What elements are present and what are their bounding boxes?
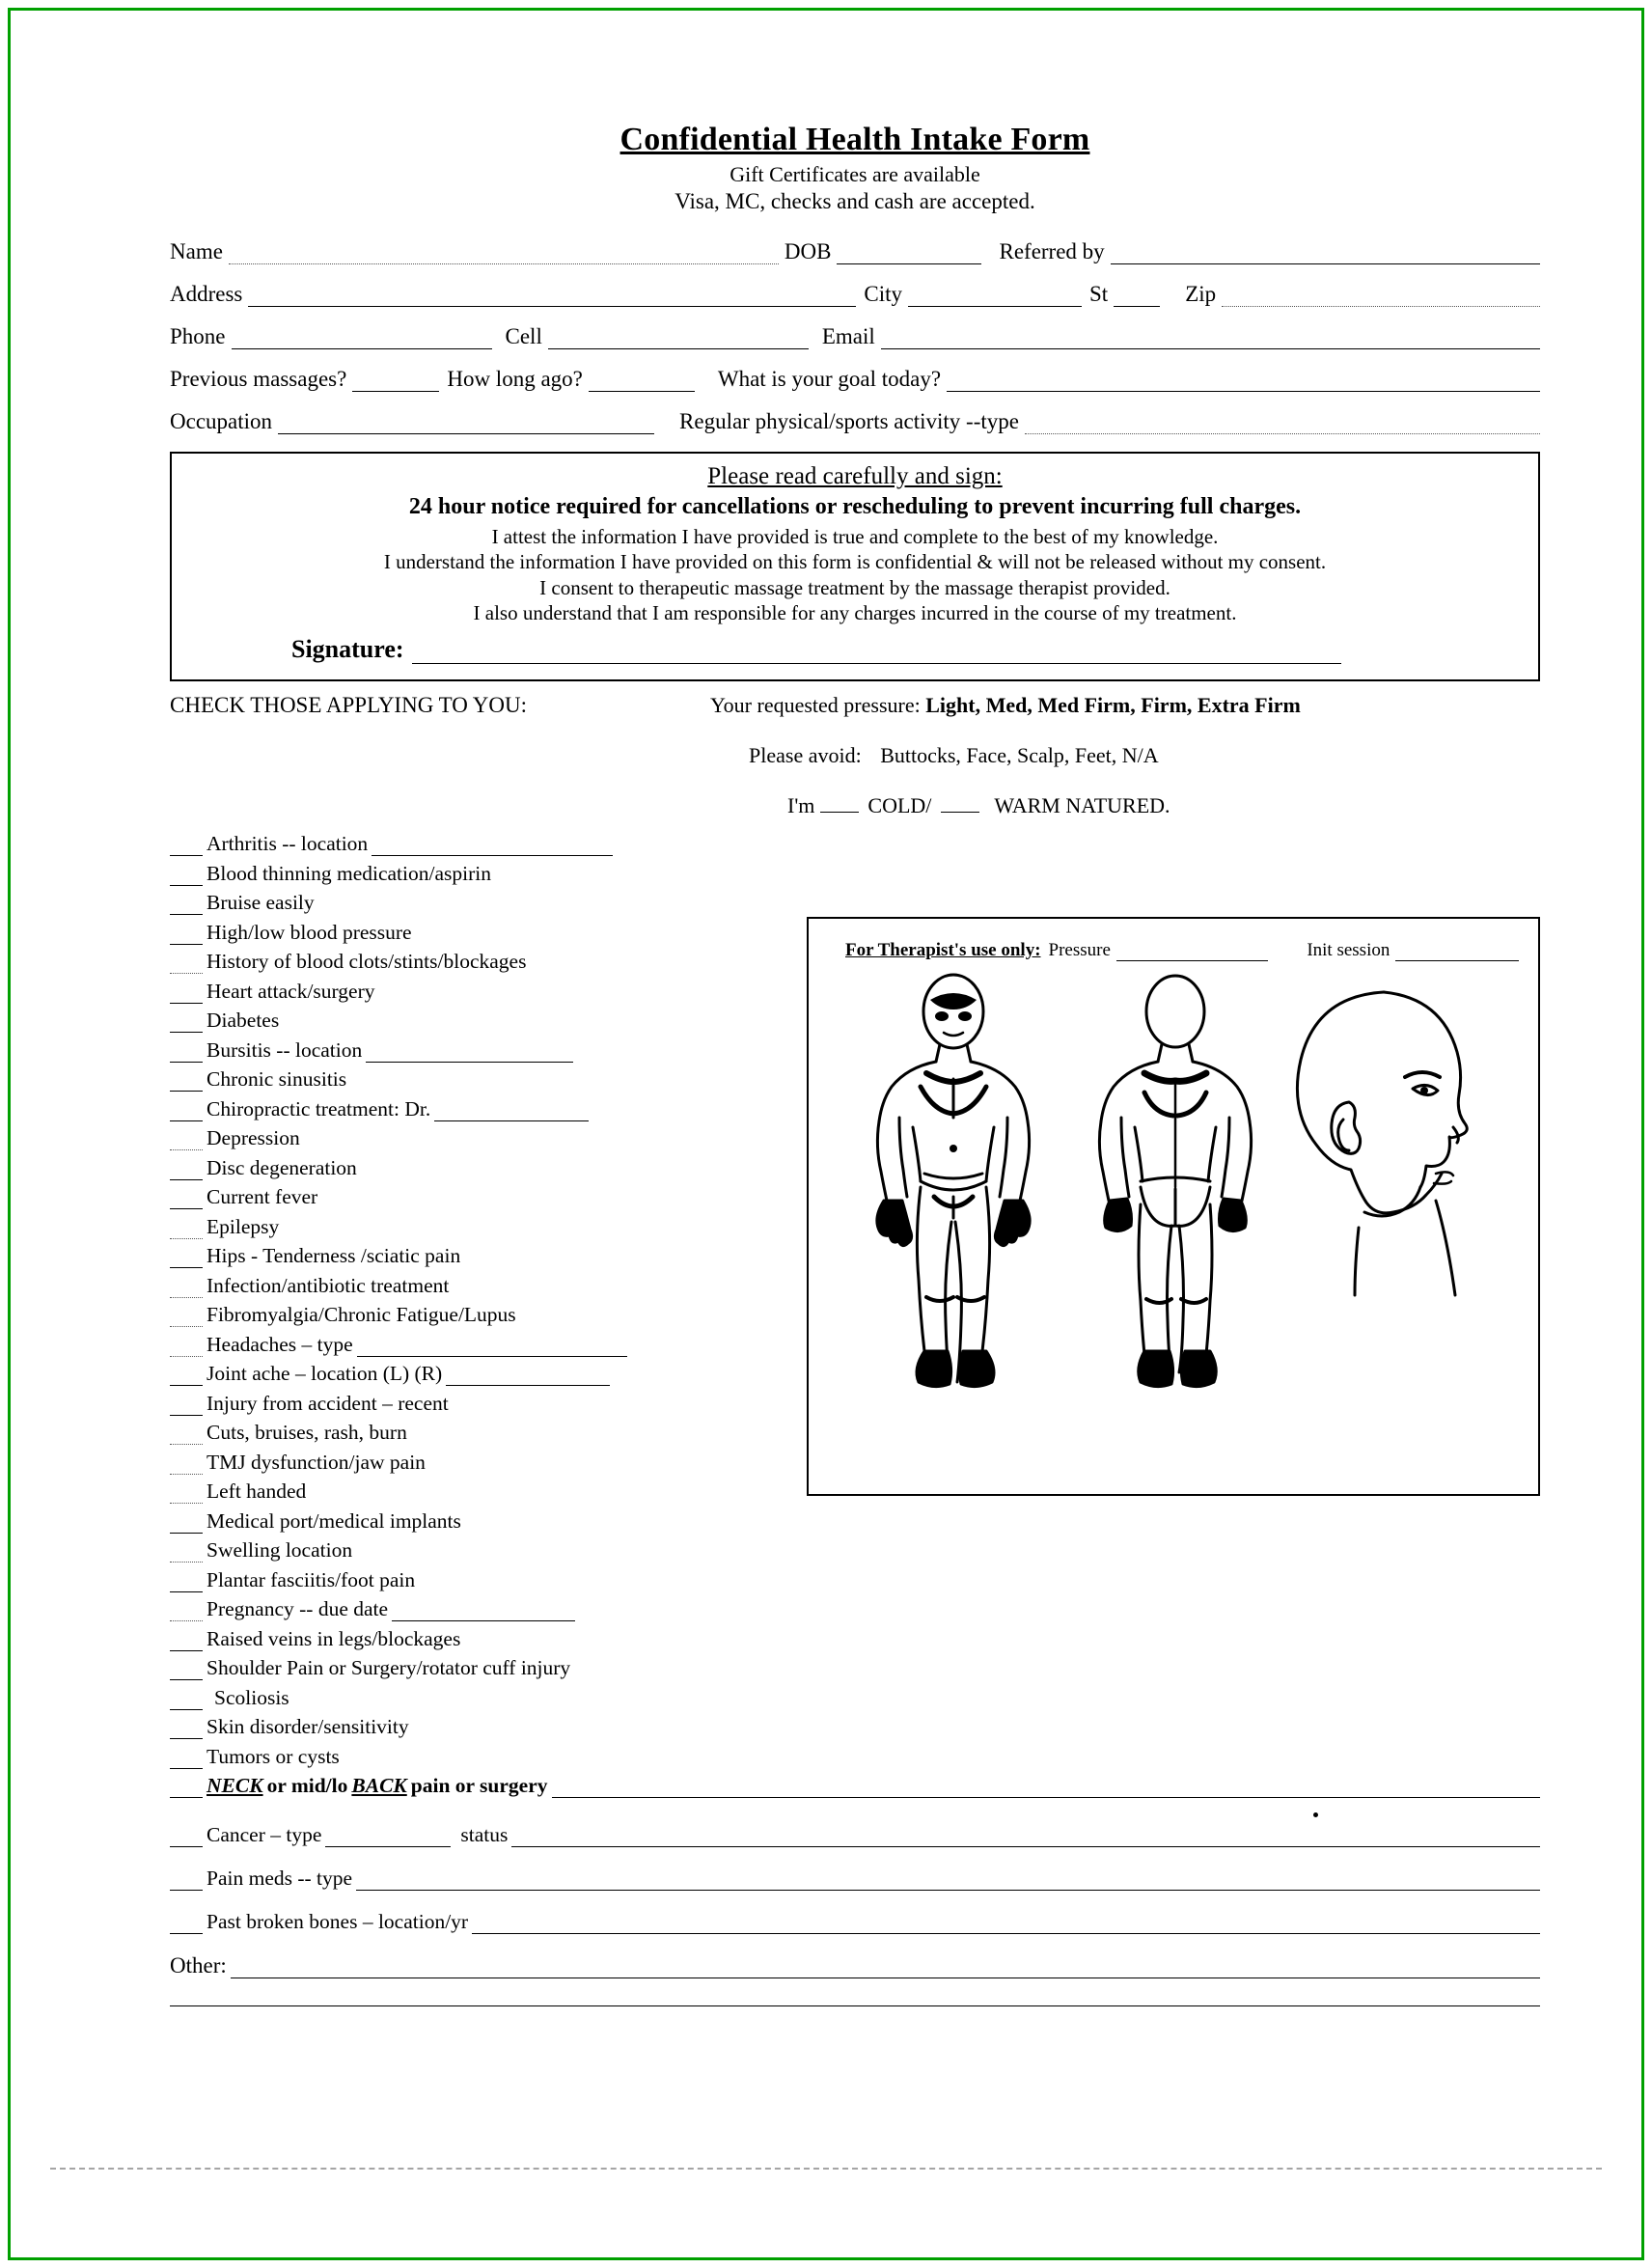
dob-input[interactable] bbox=[837, 242, 981, 264]
requested-pressure-row bbox=[710, 693, 1301, 718]
conditions-list bbox=[170, 832, 787, 1769]
condition-row[interactable] bbox=[170, 1362, 787, 1386]
cancellation-policy: 24 hour notice required for cancellations or rescheduling to prevent incurring full charges. bbox=[408, 494, 1302, 519]
cancer-row bbox=[170, 1823, 1540, 1847]
condition-label: Tumors or cysts bbox=[206, 1744, 340, 1768]
condition-checkbox[interactable] bbox=[170, 1605, 203, 1621]
im-label: I'm bbox=[787, 793, 815, 817]
cancer-status-input[interactable] bbox=[511, 1829, 1540, 1847]
condition-checkbox[interactable] bbox=[170, 957, 203, 974]
condition-row[interactable] bbox=[170, 1038, 787, 1063]
cell-label: Cell bbox=[505, 324, 542, 348]
condition-row[interactable] bbox=[170, 1215, 787, 1239]
condition-row[interactable] bbox=[170, 1451, 787, 1475]
condition-checkbox[interactable] bbox=[170, 1193, 203, 1209]
state-label: St bbox=[1089, 282, 1109, 306]
condition-checkbox[interactable] bbox=[170, 1664, 203, 1680]
condition-fill[interactable] bbox=[372, 838, 613, 856]
condition-row[interactable] bbox=[170, 1156, 787, 1180]
pain-meds-checkbox[interactable] bbox=[170, 1874, 203, 1891]
condition-row[interactable] bbox=[170, 1538, 787, 1563]
condition-label: Current fever bbox=[206, 1185, 318, 1208]
condition-label: High/low blood pressure bbox=[206, 920, 412, 944]
condition-fill[interactable] bbox=[446, 1368, 610, 1386]
condition-label: Left handed bbox=[206, 1480, 307, 1503]
condition-label: Epilepsy bbox=[206, 1214, 280, 1238]
condition-label: Skin disorder/sensitivity bbox=[206, 1715, 409, 1738]
requested-pressure-label: Your requested pressure: bbox=[710, 693, 921, 717]
condition-label: Arthritis -- location bbox=[206, 832, 369, 855]
body-figures[interactable] bbox=[809, 965, 1538, 1490]
condition-row[interactable] bbox=[170, 980, 787, 1004]
pain-meds-input[interactable] bbox=[356, 1872, 1540, 1891]
condition-label: Blood thinning medication/aspirin bbox=[206, 861, 491, 885]
condition-label: TMJ dysfunction/jaw pain bbox=[206, 1450, 426, 1474]
how-long-ago-input[interactable] bbox=[589, 370, 695, 392]
consent-box bbox=[170, 452, 1540, 681]
condition-checkbox[interactable] bbox=[170, 1458, 203, 1475]
condition-row[interactable] bbox=[170, 1745, 787, 1769]
condition-row[interactable] bbox=[170, 1686, 787, 1710]
condition-label: Shoulder Pain or Surgery/rotator cuff injury bbox=[206, 1656, 571, 1679]
condition-checkbox[interactable] bbox=[170, 1576, 203, 1592]
email-label: Email bbox=[821, 324, 875, 348]
condition-row[interactable] bbox=[170, 891, 787, 915]
cancer-status-label: status bbox=[460, 1823, 509, 1846]
broken-bones-checkbox[interactable] bbox=[170, 1918, 203, 1934]
gift-certificates-note: Gift Certificates are available bbox=[730, 162, 980, 186]
consent-line-2: I understand the information I have provided on this form is confidential & will not be released without my consent. bbox=[383, 550, 1327, 574]
condition-checkbox[interactable] bbox=[170, 1016, 203, 1033]
form-sheet bbox=[25, 25, 1627, 2243]
condition-label: Chronic sinusitis bbox=[206, 1067, 347, 1091]
email-input[interactable] bbox=[881, 327, 1540, 349]
condition-label: Scoliosis bbox=[214, 1685, 289, 1709]
condition-checkbox[interactable] bbox=[170, 1046, 203, 1063]
condition-row[interactable] bbox=[170, 1126, 787, 1150]
neck-back-input[interactable] bbox=[552, 1780, 1540, 1798]
condition-row[interactable] bbox=[170, 1067, 787, 1092]
condition-checkbox[interactable] bbox=[170, 1341, 203, 1357]
row-name-dob-referred bbox=[170, 239, 1540, 264]
condition-row[interactable] bbox=[170, 1568, 787, 1592]
please-avoid-row bbox=[749, 743, 1540, 768]
condition-checkbox[interactable] bbox=[170, 1753, 203, 1769]
condition-row[interactable] bbox=[170, 1597, 787, 1621]
condition-label: Joint ache – location (L) (R) bbox=[206, 1362, 443, 1385]
row-address-city-state-zip bbox=[170, 282, 1540, 307]
condition-checkbox[interactable] bbox=[170, 1164, 203, 1180]
condition-label: Swelling location bbox=[206, 1538, 353, 1562]
row-massage-history bbox=[170, 367, 1540, 392]
condition-fill[interactable] bbox=[357, 1339, 627, 1357]
cancer-label: Cancer – type bbox=[206, 1823, 322, 1846]
condition-row[interactable] bbox=[170, 1480, 787, 1504]
condition-row[interactable] bbox=[170, 832, 787, 856]
stray-mark bbox=[1313, 1812, 1318, 1817]
condition-label: Infection/antibiotic treatment bbox=[206, 1273, 450, 1297]
condition-row[interactable] bbox=[170, 1392, 787, 1416]
broken-bones-input[interactable] bbox=[472, 1916, 1540, 1934]
cold-checkbox[interactable] bbox=[820, 794, 859, 813]
consent-line-1: I attest the information I have provided is true and complete to the best of my knowledge. bbox=[491, 525, 1219, 548]
pressure-label: Pressure bbox=[1048, 940, 1111, 960]
condition-label: Bruise easily bbox=[206, 891, 315, 914]
condition-row[interactable] bbox=[170, 1185, 787, 1209]
cancer-type-input[interactable] bbox=[325, 1825, 451, 1847]
pain-meds-label: Pain meds -- type bbox=[206, 1867, 353, 1890]
temperature-nature-row bbox=[787, 793, 1540, 818]
referred-by-input[interactable] bbox=[1111, 242, 1540, 264]
pressure-input[interactable] bbox=[1116, 945, 1268, 961]
condition-label: Hips - Tenderness /sciatic pain bbox=[206, 1244, 461, 1267]
init-session-input[interactable] bbox=[1395, 945, 1519, 961]
condition-label: Medical port/medical implants bbox=[206, 1508, 461, 1533]
signature-input[interactable] bbox=[412, 642, 1341, 664]
condition-checkbox[interactable] bbox=[170, 1428, 203, 1445]
condition-row[interactable] bbox=[170, 1303, 787, 1327]
condition-row[interactable] bbox=[170, 1244, 787, 1268]
condition-row[interactable] bbox=[170, 1656, 787, 1680]
activity-input[interactable] bbox=[1025, 412, 1540, 434]
condition-row[interactable] bbox=[170, 921, 787, 945]
city-label: City bbox=[864, 282, 903, 306]
personal-info-fields bbox=[170, 239, 1540, 434]
condition-checkbox[interactable] bbox=[170, 870, 203, 886]
condition-checkbox[interactable] bbox=[170, 928, 203, 945]
condition-row[interactable] bbox=[170, 1009, 787, 1033]
condition-checkbox[interactable] bbox=[170, 1546, 203, 1563]
conditions-and-diagram bbox=[170, 832, 1540, 1769]
front-body-figure bbox=[877, 975, 1030, 1387]
neck-label: NECK bbox=[206, 1774, 263, 1797]
condition-checkbox[interactable] bbox=[170, 1694, 203, 1710]
name-label: Name bbox=[170, 239, 223, 263]
broken-bones-label: Past broken bones – location/yr bbox=[206, 1910, 469, 1933]
condition-checkbox[interactable] bbox=[170, 1487, 203, 1504]
condition-row[interactable] bbox=[170, 1421, 787, 1445]
therapist-use-only-row bbox=[845, 940, 1519, 961]
address-label: Address bbox=[170, 282, 243, 306]
back-label: BACK bbox=[351, 1774, 407, 1797]
check-section-header bbox=[170, 693, 1540, 718]
consent-heading: Please read carefully and sign: bbox=[707, 463, 1003, 489]
phone-label: Phone bbox=[170, 324, 226, 348]
avoid-options[interactable]: Buttocks, Face, Scalp, Feet, N/A bbox=[880, 743, 1159, 767]
consent-line-3: I consent to therapeutic massage treatment by the massage therapist provided. bbox=[539, 575, 1170, 599]
condition-row[interactable] bbox=[170, 950, 787, 974]
previous-massages-label: Previous massages? bbox=[170, 367, 347, 391]
anatomy-figures-svg[interactable] bbox=[809, 965, 1542, 1486]
phone-input[interactable] bbox=[232, 327, 492, 349]
goal-today-input[interactable] bbox=[947, 370, 1540, 392]
row-phone-cell-email bbox=[170, 324, 1540, 349]
neck-back-suffix-label: pain or surgery bbox=[410, 1774, 548, 1797]
occupation-label: Occupation bbox=[170, 409, 273, 433]
condition-label: Cuts, bruises, rash, burn bbox=[206, 1421, 407, 1444]
condition-checkbox[interactable] bbox=[170, 1369, 203, 1386]
occupation-input[interactable] bbox=[278, 412, 654, 434]
condition-checkbox[interactable] bbox=[170, 1252, 203, 1268]
footer-divider bbox=[50, 2166, 1602, 2170]
referred-by-label: Referred by bbox=[999, 239, 1105, 263]
how-long-ago-label: How long ago? bbox=[447, 367, 583, 391]
condition-checkbox[interactable] bbox=[170, 1134, 203, 1150]
other-second-line[interactable] bbox=[170, 2004, 1540, 2006]
cell-input[interactable] bbox=[548, 327, 809, 349]
condition-checkbox[interactable] bbox=[170, 1635, 203, 1651]
activity-label: Regular physical/sports activity --type bbox=[679, 409, 1019, 433]
back-body-figure bbox=[1099, 976, 1251, 1387]
page-title: Confidential Health Intake Form bbox=[620, 122, 1090, 157]
condition-label: Plantar fasciitis/foot pain bbox=[206, 1567, 416, 1591]
condition-label: Depression bbox=[206, 1126, 300, 1149]
state-input[interactable] bbox=[1114, 285, 1160, 307]
pain-meds-row bbox=[170, 1867, 1540, 1891]
condition-label: Disc degeneration bbox=[206, 1155, 357, 1179]
other-row bbox=[170, 1953, 1540, 1978]
condition-label: Heart attack/surgery bbox=[206, 979, 375, 1003]
condition-fill[interactable] bbox=[392, 1603, 575, 1621]
zip-input[interactable] bbox=[1222, 285, 1540, 307]
pressure-options[interactable]: Light, Med, Med Firm, Firm, Extra Firm bbox=[925, 693, 1301, 717]
signature-label: Signature: bbox=[291, 635, 404, 663]
condition-fill[interactable] bbox=[434, 1103, 589, 1121]
goal-today-label: What is your goal today? bbox=[717, 367, 942, 391]
init-session-label: Init session bbox=[1307, 940, 1390, 960]
head-profile-figure bbox=[1297, 992, 1467, 1295]
row-occupation-activity bbox=[170, 409, 1540, 434]
cancer-checkbox[interactable] bbox=[170, 1831, 203, 1847]
previous-massages-input[interactable] bbox=[352, 370, 439, 392]
signature-row bbox=[185, 635, 1525, 664]
consent-line-4: I also understand that I am responsible for any charges incurred in the course of my treatment. bbox=[473, 600, 1237, 624]
condition-checkbox[interactable] bbox=[170, 1399, 203, 1416]
therapist-use-only-label: For Therapist's use only: bbox=[845, 940, 1041, 960]
condition-label: Raised veins in legs/blockages bbox=[206, 1626, 461, 1650]
body-diagram-box[interactable] bbox=[807, 917, 1540, 1496]
condition-label: Pregnancy -- due date bbox=[206, 1597, 389, 1620]
condition-checkbox[interactable] bbox=[170, 840, 203, 856]
warm-checkbox[interactable] bbox=[941, 794, 979, 813]
condition-label: Headaches – type bbox=[206, 1332, 353, 1356]
check-those-applying-label: CHECK THOSE APPLYING TO YOU: bbox=[170, 693, 527, 717]
condition-label: Chiropractic treatment: Dr. bbox=[206, 1096, 431, 1120]
condition-row[interactable] bbox=[170, 1509, 787, 1534]
please-avoid-label: Please avoid: bbox=[749, 743, 862, 767]
warm-label: WARM NATURED. bbox=[994, 793, 1170, 817]
condition-checkbox[interactable] bbox=[170, 1223, 203, 1239]
condition-row[interactable] bbox=[170, 1274, 787, 1298]
condition-checkbox[interactable] bbox=[170, 987, 203, 1004]
condition-checkbox[interactable] bbox=[170, 1075, 203, 1092]
other-label: Other: bbox=[170, 1953, 227, 1978]
condition-label: History of blood clots/stints/blockages bbox=[206, 950, 527, 973]
condition-label: Injury from accident – recent bbox=[206, 1391, 449, 1415]
condition-row[interactable] bbox=[170, 862, 787, 886]
condition-row[interactable] bbox=[170, 1715, 787, 1739]
condition-row[interactable] bbox=[170, 1097, 787, 1121]
broken-bones-row bbox=[170, 1910, 1540, 1934]
other-input[interactable] bbox=[231, 1960, 1540, 1978]
dob-label: DOB bbox=[784, 239, 832, 263]
city-input[interactable] bbox=[908, 285, 1082, 307]
name-input[interactable] bbox=[229, 242, 779, 264]
payment-note: Visa, MC, checks and cash are accepted. bbox=[675, 189, 1035, 213]
condition-label: Fibromyalgia/Chronic Fatigue/Lupus bbox=[206, 1303, 516, 1326]
condition-row[interactable] bbox=[170, 1627, 787, 1651]
condition-checkbox[interactable] bbox=[170, 1311, 203, 1327]
neck-back-row[interactable] bbox=[170, 1774, 1540, 1798]
condition-row[interactable] bbox=[170, 1333, 787, 1357]
condition-label: Diabetes bbox=[206, 1009, 280, 1032]
condition-checkbox[interactable] bbox=[170, 1723, 203, 1739]
condition-checkbox[interactable] bbox=[170, 899, 203, 915]
neck-back-checkbox[interactable] bbox=[170, 1782, 203, 1798]
zip-label: Zip bbox=[1185, 282, 1217, 306]
condition-fill[interactable] bbox=[366, 1044, 573, 1063]
condition-checkbox[interactable] bbox=[170, 1282, 203, 1298]
condition-checkbox[interactable] bbox=[170, 1105, 203, 1121]
bottom-fields bbox=[170, 1823, 1540, 1934]
condition-checkbox[interactable] bbox=[170, 1517, 203, 1534]
cold-label: COLD/ bbox=[867, 793, 932, 817]
form-content bbox=[170, 122, 1540, 2006]
condition-label: Bursitis -- location bbox=[206, 1037, 363, 1062]
neck-back-mid-label: or mid/lo bbox=[266, 1774, 348, 1797]
address-input[interactable] bbox=[248, 285, 856, 307]
